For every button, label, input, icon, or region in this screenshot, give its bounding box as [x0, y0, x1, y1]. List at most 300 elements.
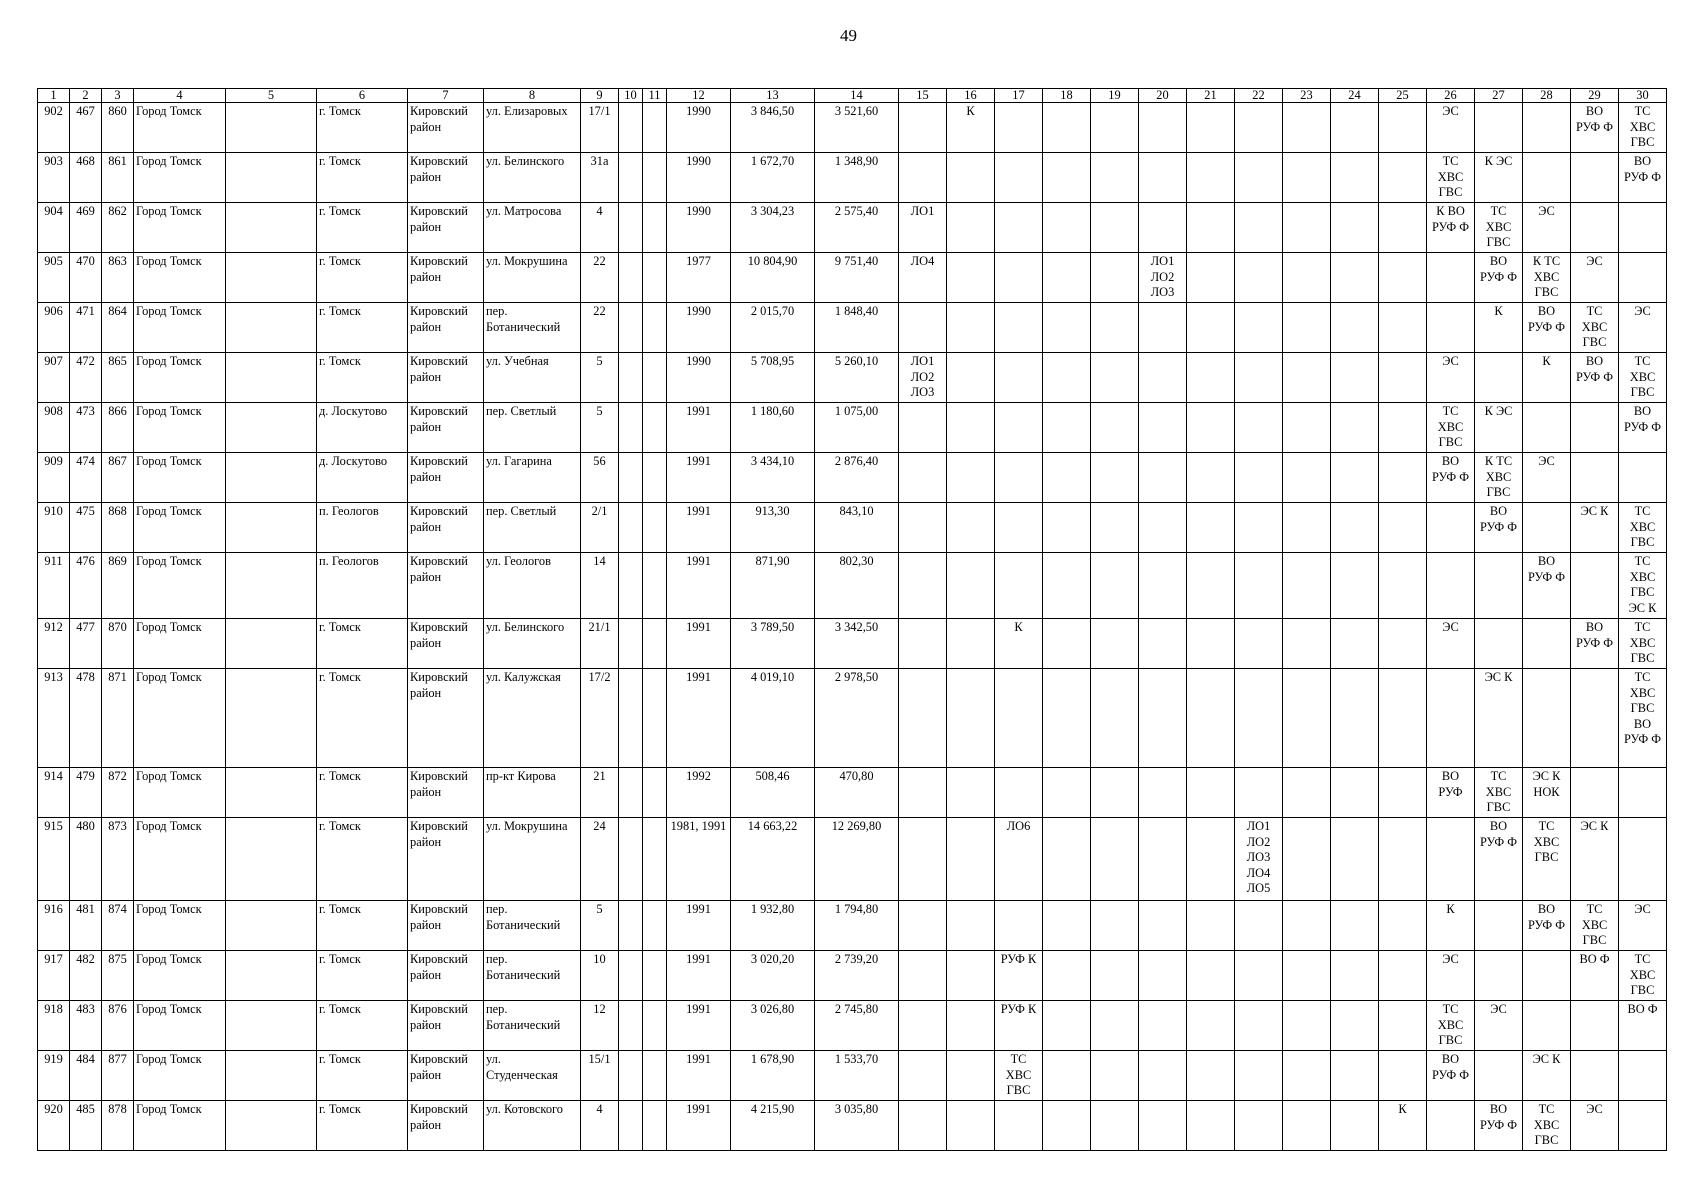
table-cell-col-28: ВО РУФ Ф [1523, 901, 1571, 951]
column-header-28: 28 [1523, 89, 1571, 103]
table-cell-col-21 [1187, 818, 1235, 901]
table-cell-col-26 [1427, 503, 1475, 553]
table-cell-col-5 [226, 901, 317, 951]
table-cell-col-10 [619, 669, 643, 768]
table-cell-col-1: 902 [38, 103, 70, 153]
table-cell-col-8: ул. Учебная [484, 353, 581, 403]
column-header-9: 9 [581, 89, 619, 103]
table-cell-col-17 [995, 553, 1043, 619]
table-cell-col-22 [1235, 103, 1283, 153]
table-cell-col-7: Кировский район [408, 1001, 484, 1051]
table-cell-col-19 [1091, 403, 1139, 453]
table-cell-col-6: г. Томск [317, 203, 408, 253]
table-cell-col-14: 2 876,40 [815, 453, 899, 503]
table-cell-col-26: ЭС [1427, 353, 1475, 403]
table-cell-col-21 [1187, 103, 1235, 153]
table-row [38, 951, 1667, 1001]
table-cell-col-10 [619, 818, 643, 901]
table-cell-col-26 [1427, 253, 1475, 303]
table-cell-col-24 [1331, 669, 1379, 768]
column-header-20: 20 [1139, 89, 1187, 103]
table-cell-col-6: г. Томск [317, 303, 408, 353]
table-cell-col-13: 3 304,23 [731, 203, 815, 253]
table-cell-col-21 [1187, 203, 1235, 253]
table-cell-col-29 [1571, 669, 1619, 768]
table-cell-col-27 [1475, 951, 1523, 1001]
table-cell-col-30 [1619, 818, 1667, 901]
table-cell-col-8: ул. Мокрушина [484, 818, 581, 901]
table-cell-col-29: ЭС К [1571, 818, 1619, 901]
table-cell-col-13: 1 672,70 [731, 153, 815, 203]
table-cell-col-29: ЭС К [1571, 503, 1619, 553]
table-cell-col-8: ул. Студенческая [484, 1051, 581, 1101]
table-cell-col-4: Город Томск [134, 669, 226, 768]
table-cell-col-9: 4 [581, 203, 619, 253]
table-cell-col-20: ЛО1 ЛО2 ЛО3 [1139, 253, 1187, 303]
table-cell-col-4: Город Томск [134, 203, 226, 253]
table-cell-col-10 [619, 153, 643, 203]
table-cell-col-17 [995, 669, 1043, 768]
table-cell-col-5 [226, 1051, 317, 1101]
table-cell-col-21 [1187, 453, 1235, 503]
table-cell-col-11 [643, 103, 667, 153]
table-cell-col-29: ЭС [1571, 253, 1619, 303]
table-cell-col-26: ВО РУФ [1427, 768, 1475, 818]
table-cell-col-8: ул. Мокрушина [484, 253, 581, 303]
table-cell-col-27: ВО РУФ Ф [1475, 253, 1523, 303]
table-cell-col-2: 468 [70, 153, 102, 203]
table-cell-col-1: 918 [38, 1001, 70, 1051]
column-header-7: 7 [408, 89, 484, 103]
table-cell-col-9: 17/1 [581, 103, 619, 153]
table-cell-col-13: 913,30 [731, 503, 815, 553]
table-cell-col-18 [1043, 403, 1091, 453]
table-cell-col-17 [995, 503, 1043, 553]
table-cell-col-7: Кировский район [408, 353, 484, 403]
table-cell-col-25 [1379, 203, 1427, 253]
table-cell-col-14: 3 035,80 [815, 1101, 899, 1151]
table-cell-col-16 [947, 203, 995, 253]
column-header-5: 5 [226, 89, 317, 103]
table-cell-col-26 [1427, 818, 1475, 901]
table-cell-col-8: ул. Белинского [484, 153, 581, 203]
table-cell-col-24 [1331, 203, 1379, 253]
table-cell-col-7: Кировский район [408, 303, 484, 353]
table-cell-col-30 [1619, 253, 1667, 303]
table-cell-col-19 [1091, 303, 1139, 353]
table-cell-col-27: ТС ХВС ГВС [1475, 768, 1523, 818]
table-cell-col-2: 478 [70, 669, 102, 768]
table-cell-col-16 [947, 553, 995, 619]
table-cell-col-23 [1283, 951, 1331, 1001]
table-cell-col-1: 914 [38, 768, 70, 818]
table-cell-col-20 [1139, 553, 1187, 619]
table-cell-col-9: 4 [581, 1101, 619, 1151]
column-header-13: 13 [731, 89, 815, 103]
table-cell-col-14: 2 575,40 [815, 203, 899, 253]
table-cell-col-26 [1427, 553, 1475, 619]
column-header-18: 18 [1043, 89, 1091, 103]
table-cell-col-19 [1091, 203, 1139, 253]
table-cell-col-15 [899, 818, 947, 901]
table-cell-col-21 [1187, 619, 1235, 669]
table-cell-col-6: д. Лоскутово [317, 453, 408, 503]
table-cell-col-15: ЛО1 [899, 203, 947, 253]
table-cell-col-19 [1091, 1101, 1139, 1151]
table-cell-col-17: РУФ К [995, 1001, 1043, 1051]
table-cell-col-21 [1187, 253, 1235, 303]
table-cell-col-22 [1235, 503, 1283, 553]
table-cell-col-1: 915 [38, 818, 70, 901]
column-header-25: 25 [1379, 89, 1427, 103]
table-cell-col-7: Кировский район [408, 253, 484, 303]
table-cell-col-28 [1523, 619, 1571, 669]
table-row [38, 1051, 1667, 1101]
table-cell-col-1: 906 [38, 303, 70, 353]
table-cell-col-23 [1283, 1101, 1331, 1151]
table-cell-col-26: К ВО РУФ Ф [1427, 203, 1475, 253]
table-cell-col-4: Город Томск [134, 619, 226, 669]
table-cell-col-27 [1475, 103, 1523, 153]
table-cell-col-21 [1187, 153, 1235, 203]
table-cell-col-26: ТС ХВС ГВС [1427, 403, 1475, 453]
table-cell-col-25 [1379, 153, 1427, 203]
table-cell-col-25 [1379, 353, 1427, 403]
table-cell-col-27 [1475, 901, 1523, 951]
table-cell-col-7: Кировский район [408, 768, 484, 818]
table-cell-col-7: Кировский район [408, 951, 484, 1001]
table-cell-col-26: ВО РУФ Ф [1427, 453, 1475, 503]
table-cell-col-16 [947, 951, 995, 1001]
table-cell-col-5 [226, 553, 317, 619]
table-cell-col-19 [1091, 1051, 1139, 1101]
table-cell-col-16 [947, 403, 995, 453]
table-cell-col-5 [226, 818, 317, 901]
table-cell-col-18 [1043, 818, 1091, 901]
table-body [38, 103, 1667, 1151]
table-cell-col-19 [1091, 453, 1139, 503]
table-cell-col-1: 920 [38, 1101, 70, 1151]
table-cell-col-21 [1187, 951, 1235, 1001]
table-cell-col-23 [1283, 553, 1331, 619]
table-cell-col-24 [1331, 768, 1379, 818]
table-cell-col-17 [995, 103, 1043, 153]
table-cell-col-10 [619, 768, 643, 818]
table-cell-col-17: РУФ К [995, 951, 1043, 1001]
table-cell-col-6: г. Томск [317, 1001, 408, 1051]
table-cell-col-10 [619, 303, 643, 353]
table-cell-col-14: 2 978,50 [815, 669, 899, 768]
table-cell-col-1: 919 [38, 1051, 70, 1101]
table-cell-col-30: ТС ХВС ГВС [1619, 951, 1667, 1001]
table-cell-col-28 [1523, 403, 1571, 453]
table-cell-col-19 [1091, 253, 1139, 303]
table-cell-col-16 [947, 253, 995, 303]
table-cell-col-9: 5 [581, 353, 619, 403]
table-cell-col-30 [1619, 203, 1667, 253]
column-header-24: 24 [1331, 89, 1379, 103]
table-cell-col-25 [1379, 951, 1427, 1001]
table-cell-col-15 [899, 153, 947, 203]
table-cell-col-14: 3 342,50 [815, 619, 899, 669]
table-cell-col-30: ВО Ф [1619, 1001, 1667, 1051]
table-cell-col-24 [1331, 553, 1379, 619]
table-cell-col-11 [643, 1051, 667, 1101]
table-cell-col-19 [1091, 1001, 1139, 1051]
table-cell-col-2: 469 [70, 203, 102, 253]
table-cell-col-17 [995, 901, 1043, 951]
table-cell-col-8: пер. Ботанический [484, 901, 581, 951]
table-cell-col-7: Кировский район [408, 453, 484, 503]
table-cell-col-3: 877 [102, 1051, 134, 1101]
table-cell-col-24 [1331, 353, 1379, 403]
table-cell-col-22 [1235, 1001, 1283, 1051]
table-cell-col-27: ЭС К [1475, 669, 1523, 768]
table-cell-col-19 [1091, 503, 1139, 553]
table-cell-col-5 [226, 503, 317, 553]
table-cell-col-20 [1139, 669, 1187, 768]
table-cell-col-17 [995, 303, 1043, 353]
table-cell-col-5 [226, 619, 317, 669]
table-cell-col-10 [619, 951, 643, 1001]
table-cell-col-18 [1043, 453, 1091, 503]
table-cell-col-30: ТС ХВС ГВС [1619, 103, 1667, 153]
table-cell-col-5 [226, 453, 317, 503]
table-cell-col-28: ВО РУФ Ф [1523, 553, 1571, 619]
column-header-16: 16 [947, 89, 995, 103]
table-cell-col-18 [1043, 553, 1091, 619]
table-cell-col-15 [899, 951, 947, 1001]
table-cell-col-8: пер. Светлый [484, 403, 581, 453]
table-cell-col-27: К [1475, 303, 1523, 353]
table-cell-col-22 [1235, 901, 1283, 951]
table-cell-col-24 [1331, 303, 1379, 353]
table-cell-col-2: 475 [70, 503, 102, 553]
table-cell-col-27: ВО РУФ Ф [1475, 1101, 1523, 1151]
table-cell-col-26 [1427, 669, 1475, 768]
table-row [38, 253, 1667, 303]
table-cell-col-22 [1235, 1051, 1283, 1101]
table-cell-col-11 [643, 203, 667, 253]
table-cell-col-1: 910 [38, 503, 70, 553]
table-cell-col-17 [995, 253, 1043, 303]
table-cell-col-11 [643, 503, 667, 553]
table-cell-col-29 [1571, 1051, 1619, 1101]
table-cell-col-3: 866 [102, 403, 134, 453]
table-cell-col-5 [226, 768, 317, 818]
table-cell-col-2: 476 [70, 553, 102, 619]
table-row [38, 453, 1667, 503]
table-cell-col-1: 911 [38, 553, 70, 619]
table-cell-col-22 [1235, 453, 1283, 503]
table-cell-col-13: 3 846,50 [731, 103, 815, 153]
table-cell-col-25: К [1379, 1101, 1427, 1151]
table-cell-col-24 [1331, 1051, 1379, 1101]
table-cell-col-27: ТС ХВС ГВС [1475, 203, 1523, 253]
table-cell-col-7: Кировский район [408, 901, 484, 951]
table-cell-col-25 [1379, 768, 1427, 818]
table-cell-col-26 [1427, 1101, 1475, 1151]
table-cell-col-25 [1379, 453, 1427, 503]
table-cell-col-22 [1235, 669, 1283, 768]
table-cell-col-7: Кировский район [408, 503, 484, 553]
table-cell-col-7: Кировский район [408, 203, 484, 253]
table-cell-col-7: Кировский район [408, 553, 484, 619]
table-cell-col-11 [643, 1001, 667, 1051]
table-cell-col-13: 4 215,90 [731, 1101, 815, 1151]
table-cell-col-18 [1043, 203, 1091, 253]
table-cell-col-13: 3 026,80 [731, 1001, 815, 1051]
column-header-17: 17 [995, 89, 1043, 103]
table-cell-col-4: Город Томск [134, 818, 226, 901]
table-cell-col-20 [1139, 619, 1187, 669]
table-cell-col-6: п. Геологов [317, 553, 408, 619]
table-cell-col-4: Город Томск [134, 1051, 226, 1101]
table-cell-col-11 [643, 153, 667, 203]
table-cell-col-15 [899, 503, 947, 553]
column-header-3: 3 [102, 89, 134, 103]
table-cell-col-13: 1 932,80 [731, 901, 815, 951]
column-header-2: 2 [70, 89, 102, 103]
table-cell-col-8: пр-кт Кирова [484, 768, 581, 818]
table-cell-col-25 [1379, 669, 1427, 768]
table-cell-col-15 [899, 403, 947, 453]
table-cell-col-2: 485 [70, 1101, 102, 1151]
table-cell-col-16 [947, 1001, 995, 1051]
table-row [38, 203, 1667, 253]
table-cell-col-3: 878 [102, 1101, 134, 1151]
table-row [38, 901, 1667, 951]
table-cell-col-26: ТС ХВС ГВС [1427, 153, 1475, 203]
table-cell-col-13: 14 663,22 [731, 818, 815, 901]
table-cell-col-18 [1043, 951, 1091, 1001]
table-cell-col-13: 4 019,10 [731, 669, 815, 768]
table-cell-col-27: ВО РУФ Ф [1475, 818, 1523, 901]
table-cell-col-19 [1091, 103, 1139, 153]
table-cell-col-28 [1523, 503, 1571, 553]
table-cell-col-24 [1331, 1101, 1379, 1151]
table-cell-col-2: 482 [70, 951, 102, 1001]
table-cell-col-17: ЛО6 [995, 818, 1043, 901]
column-header-30: 30 [1619, 89, 1667, 103]
table-cell-col-2: 467 [70, 103, 102, 153]
table-cell-col-9: 21 [581, 768, 619, 818]
table-cell-col-27: ЭС [1475, 1001, 1523, 1051]
table-cell-col-30: ТС ХВС ГВС [1619, 353, 1667, 403]
column-header-15: 15 [899, 89, 947, 103]
table-cell-col-8: ул. Котовского [484, 1101, 581, 1151]
table-cell-col-12: 1991 [667, 1101, 731, 1151]
table-cell-col-23 [1283, 503, 1331, 553]
table-cell-col-23 [1283, 403, 1331, 453]
table-cell-col-29: ВО РУФ Ф [1571, 353, 1619, 403]
table-cell-col-6: г. Томск [317, 153, 408, 203]
table-cell-col-4: Город Томск [134, 453, 226, 503]
table-cell-col-10 [619, 403, 643, 453]
table-cell-col-7: Кировский район [408, 1051, 484, 1101]
table-cell-col-15 [899, 768, 947, 818]
table-row [38, 619, 1667, 669]
table-cell-col-30: ВО РУФ Ф [1619, 403, 1667, 453]
table-cell-col-13: 5 708,95 [731, 353, 815, 403]
table-cell-col-6: г. Томск [317, 353, 408, 403]
table-cell-col-6: г. Томск [317, 1051, 408, 1101]
table-cell-col-30: ТС ХВС ГВС ВО РУФ Ф [1619, 669, 1667, 768]
table-cell-col-3: 872 [102, 768, 134, 818]
table-header-row [38, 89, 1667, 103]
table-cell-col-23 [1283, 1051, 1331, 1101]
table-cell-col-1: 912 [38, 619, 70, 669]
table-cell-col-4: Город Томск [134, 303, 226, 353]
table-cell-col-15 [899, 1051, 947, 1101]
table-cell-col-12: 1991 [667, 403, 731, 453]
table-cell-col-13: 10 804,90 [731, 253, 815, 303]
table-cell-col-26: ВО РУФ Ф [1427, 1051, 1475, 1101]
table-cell-col-10 [619, 503, 643, 553]
table-cell-col-6: п. Геологов [317, 503, 408, 553]
table-cell-col-15 [899, 303, 947, 353]
table-cell-col-3: 876 [102, 1001, 134, 1051]
table-cell-col-29 [1571, 153, 1619, 203]
table-cell-col-19 [1091, 553, 1139, 619]
table-cell-col-15 [899, 453, 947, 503]
table-cell-col-30 [1619, 453, 1667, 503]
table-row [38, 153, 1667, 203]
table-cell-col-3: 870 [102, 619, 134, 669]
table-cell-col-8: пер. Ботанический [484, 303, 581, 353]
column-header-14: 14 [815, 89, 899, 103]
table-cell-col-12: 1991 [667, 1051, 731, 1101]
table-cell-col-9: 31а [581, 153, 619, 203]
table-cell-col-12: 1992 [667, 768, 731, 818]
table-cell-col-4: Город Томск [134, 253, 226, 303]
table-cell-col-21 [1187, 503, 1235, 553]
table-cell-col-13: 1 678,90 [731, 1051, 815, 1101]
table-cell-col-22 [1235, 619, 1283, 669]
column-header-26: 26 [1427, 89, 1475, 103]
table-cell-col-19 [1091, 153, 1139, 203]
table-cell-col-11 [643, 818, 667, 901]
table-cell-col-29: ТС ХВС ГВС [1571, 303, 1619, 353]
table-cell-col-19 [1091, 669, 1139, 768]
table-cell-col-8: пер. Ботанический [484, 1001, 581, 1051]
register-table [37, 88, 1667, 1151]
table-cell-col-9: 12 [581, 1001, 619, 1051]
table-cell-col-8: ул. Белинского [484, 619, 581, 669]
table-cell-col-4: Город Томск [134, 768, 226, 818]
table-cell-col-19 [1091, 951, 1139, 1001]
table-cell-col-12: 1990 [667, 203, 731, 253]
table-cell-col-10 [619, 1001, 643, 1051]
table-cell-col-16 [947, 453, 995, 503]
column-header-11: 11 [643, 89, 667, 103]
table-cell-col-28 [1523, 153, 1571, 203]
table-cell-col-9: 2/1 [581, 503, 619, 553]
table-cell-col-25 [1379, 103, 1427, 153]
table-cell-col-11 [643, 353, 667, 403]
table-cell-col-1: 908 [38, 403, 70, 453]
table-cell-col-10 [619, 453, 643, 503]
table-cell-col-21 [1187, 901, 1235, 951]
table-cell-col-27: К ТС ХВС ГВС [1475, 453, 1523, 503]
table-cell-col-11 [643, 403, 667, 453]
table-cell-col-30: ЭС [1619, 303, 1667, 353]
table-cell-col-1: 904 [38, 203, 70, 253]
table-cell-col-10 [619, 253, 643, 303]
table-cell-col-1: 905 [38, 253, 70, 303]
table-cell-col-5 [226, 303, 317, 353]
table-cell-col-5 [226, 203, 317, 253]
